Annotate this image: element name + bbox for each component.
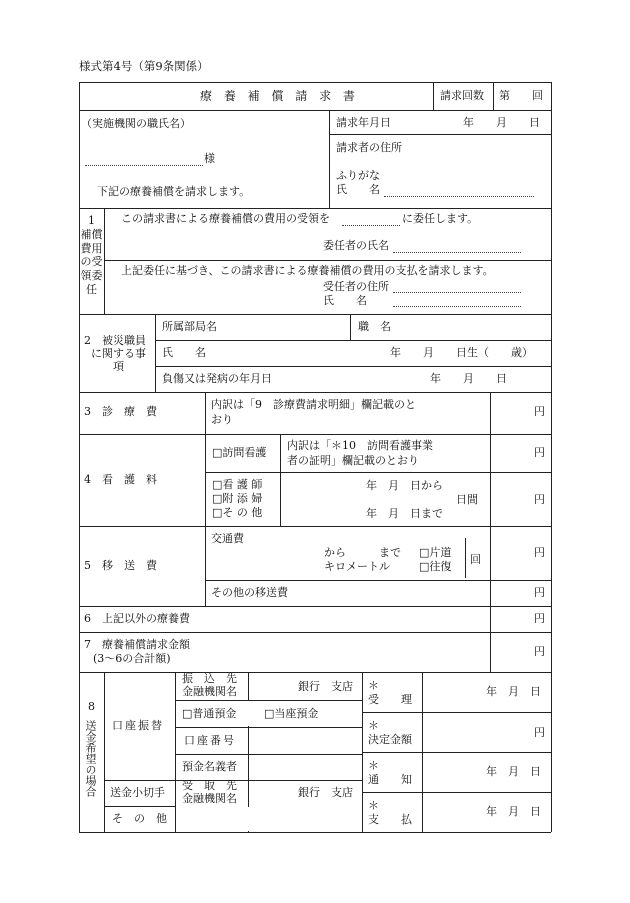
check-label: 送金小切手 bbox=[110, 786, 165, 799]
post-label: 職 名 bbox=[358, 320, 391, 333]
sec2-label-2: に関する事 bbox=[91, 347, 146, 360]
sec6-yen: 円 bbox=[534, 612, 545, 625]
from-to[interactable]: から まで bbox=[324, 546, 401, 559]
nurse-until[interactable]: 年 月 日まで bbox=[366, 507, 443, 520]
birth-date[interactable]: 年 月 日生（ 歳） bbox=[390, 346, 533, 359]
sec5-yen-1: 円 bbox=[534, 546, 545, 559]
form-number: 様式第4号（第9条関係） bbox=[79, 59, 209, 73]
official-name-label: （実施機関の職氏名） bbox=[81, 117, 191, 130]
sec7-label-1: 7 療養補償請求金額 bbox=[84, 638, 190, 651]
request-date-value[interactable]: 年 月 日 bbox=[463, 116, 540, 129]
nurse-type-nurse[interactable]: □看 護 師 bbox=[212, 478, 263, 491]
accept-star: ＊ bbox=[368, 679, 379, 692]
sama-label: 様 bbox=[204, 152, 215, 165]
notice-label: 通 知 bbox=[368, 773, 412, 786]
nurse-type-attendant[interactable]: □附 添 婦 bbox=[212, 492, 263, 505]
bank-to-label-1: 振 込 先 bbox=[182, 672, 237, 685]
bank-branch-2[interactable]: 銀行 支店 bbox=[298, 786, 353, 799]
round-trip-checkbox[interactable]: □往復 bbox=[419, 560, 452, 573]
delegate-blank[interactable] bbox=[342, 225, 400, 226]
accept-date[interactable]: 年 月 日 bbox=[486, 685, 541, 698]
sec7-label-2: (3〜6の合計額) bbox=[93, 652, 171, 665]
nurse-type-other[interactable]: □そ の 他 bbox=[212, 506, 263, 519]
km-label[interactable]: キロメートル bbox=[324, 560, 390, 573]
visiting-nurse-checkbox[interactable]: □訪問看護 bbox=[212, 446, 267, 459]
sec4-yen-2: 円 bbox=[534, 493, 545, 506]
delegator-name-line[interactable] bbox=[393, 252, 521, 253]
victim-name-label: 氏 名 bbox=[162, 346, 206, 359]
claim-text: 上記委任に基づき、この請求書による療養補償の費用の支払を請求します。 bbox=[121, 264, 494, 277]
decision-yen: 円 bbox=[534, 726, 545, 739]
claimant-name-label: 氏 名 bbox=[336, 183, 380, 196]
decision-star: ＊ bbox=[368, 719, 379, 732]
recipient-name-label: 氏 名 bbox=[323, 294, 367, 307]
furigana-label: ふりがな bbox=[336, 169, 380, 182]
bank-branch-1[interactable]: 銀行 支店 bbox=[298, 680, 353, 693]
ordinary-checkbox[interactable]: □普通預金 bbox=[182, 707, 237, 720]
receive-label-1: 受 取 先 bbox=[182, 779, 237, 792]
official-name-line[interactable] bbox=[85, 165, 203, 166]
nurse-days[interactable]: 日間 bbox=[456, 493, 478, 506]
dept-label: 所属部局名 bbox=[162, 320, 217, 333]
sec8-label-vertical: 送金希望の場合 bbox=[84, 720, 97, 797]
payment-label: 支 払 bbox=[368, 813, 412, 826]
sec1-label: 1 補償 費用 の受 領委 任 bbox=[80, 214, 103, 296]
claimant-name-line[interactable] bbox=[384, 196, 534, 197]
times-label: 回 bbox=[470, 553, 481, 566]
recipient-name-line[interactable] bbox=[393, 306, 521, 307]
sec3-breakdown-2: おり bbox=[211, 413, 233, 426]
sec4-label: 4 看 護 料 bbox=[84, 473, 157, 486]
bank-to-label-2: 金融機関名 bbox=[182, 685, 237, 698]
injury-date-value[interactable]: 年 月 日 bbox=[430, 372, 507, 385]
transport-label: 交通費 bbox=[211, 532, 244, 545]
notice-star: ＊ bbox=[368, 759, 379, 772]
visiting-text-1: 内訳は「＊10 訪問看護事業 bbox=[287, 439, 433, 452]
account-transfer-label: 口座振替 bbox=[112, 719, 164, 732]
sec3-breakdown-1: 内訳は「9 診療費請求明細」欄記載のと bbox=[211, 398, 416, 411]
sec2-label-3: 項 bbox=[113, 360, 124, 373]
recipient-address-label: 受任者の住所 bbox=[323, 280, 389, 293]
other-transport-label: その他の移送費 bbox=[211, 586, 288, 599]
delegate-text-1: この請求書による療養補償の費用の受領を bbox=[121, 212, 330, 225]
sec5-yen-2: 円 bbox=[534, 586, 545, 599]
notice-date[interactable]: 年 月 日 bbox=[486, 765, 541, 778]
delegator-name-label: 委任者の氏名 bbox=[323, 239, 389, 252]
nurse-from[interactable]: 年 月 日から bbox=[366, 479, 443, 492]
accept-label: 受 理 bbox=[368, 693, 412, 706]
account-holder-label: 預金名義者 bbox=[182, 760, 237, 773]
account-number-label: 口座番号 bbox=[184, 734, 236, 747]
claimant-address-label: 請求者の住所 bbox=[336, 141, 402, 154]
payment-date[interactable]: 年 月 日 bbox=[486, 805, 541, 818]
request-count-label: 請求回数 bbox=[440, 89, 484, 102]
sec4-yen-1: 円 bbox=[534, 446, 545, 459]
sec3-label: 3 診 療 費 bbox=[84, 405, 157, 418]
sec3-yen: 円 bbox=[534, 405, 545, 418]
payment-star: ＊ bbox=[368, 799, 379, 812]
recipient-address-line[interactable] bbox=[393, 292, 521, 293]
injury-date-label: 負傷又は発病の年月日 bbox=[162, 372, 272, 385]
claim-statement: 下記の療養補償を請求します。 bbox=[97, 185, 251, 198]
sec7-yen: 円 bbox=[534, 645, 545, 658]
request-count-value[interactable]: 第 回 bbox=[499, 89, 543, 102]
sec8-number: 8 bbox=[88, 700, 95, 713]
sec6-label: 6 上記以外の療養費 bbox=[84, 612, 190, 625]
one-way-checkbox[interactable]: □片道 bbox=[419, 546, 452, 559]
visiting-text-2: 者の証明」欄記載のとおり bbox=[287, 454, 419, 467]
other-label: そ の 他 bbox=[112, 812, 167, 825]
sec5-label: 5 移 送 費 bbox=[84, 559, 157, 572]
form-title: 療 養 補 償 請 求 書 bbox=[200, 89, 359, 103]
sec2-label-1: 2 被災職員 bbox=[84, 334, 146, 347]
delegate-text-2: に委任します。 bbox=[402, 212, 479, 225]
current-checkbox[interactable]: □当座預金 bbox=[264, 707, 319, 720]
request-date-label: 請求年月日 bbox=[336, 116, 391, 129]
decision-label: 決定金額 bbox=[368, 733, 412, 746]
receive-label-2: 金融機関名 bbox=[182, 792, 237, 805]
